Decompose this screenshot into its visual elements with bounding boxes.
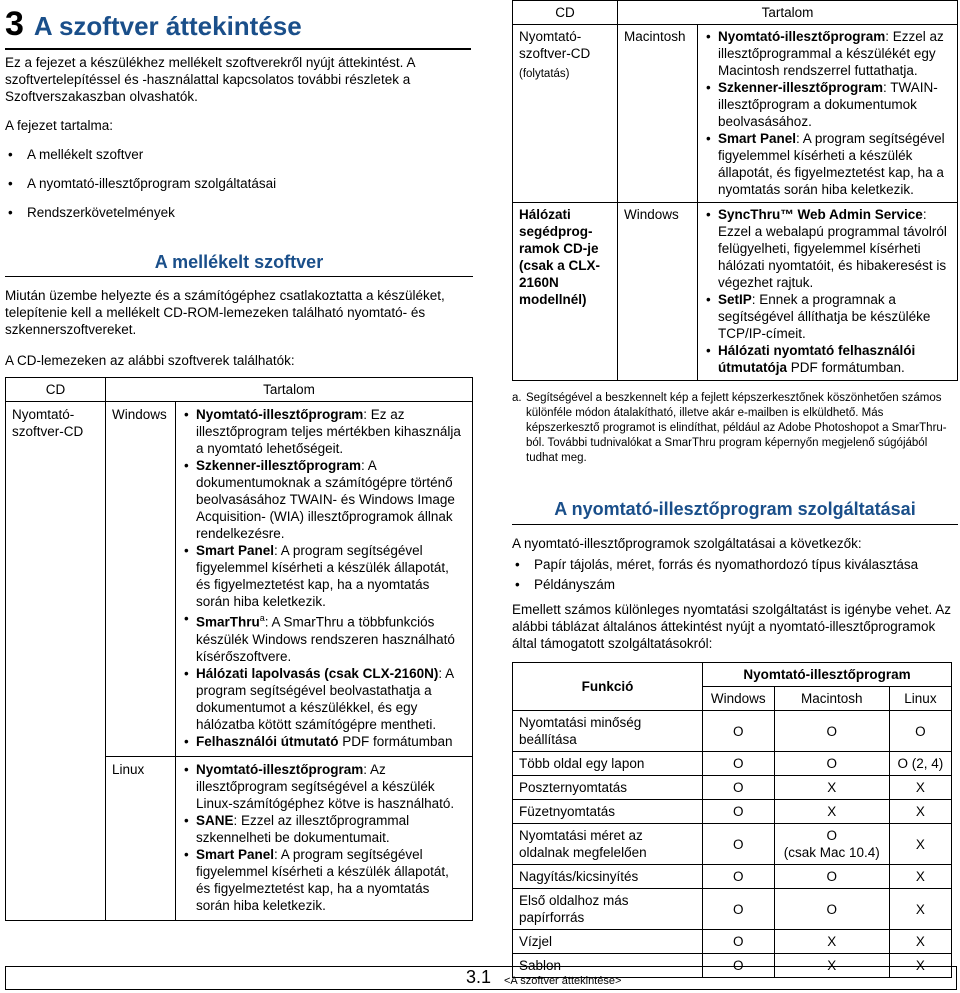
features-header-row [513, 663, 952, 687]
feature-row [513, 824, 952, 865]
bullet-item: • Papír tájolás, méret, forrás és nyomathordozó típus kiválasztása [512, 556, 958, 573]
footer-chapter: <A szoftver áttekintése> [504, 975, 622, 987]
content-item-text: : A dokumentumoknak a számítógépre történő beolvasásához TWAIN- és Windows Image Acquisition- (WIA) illesztőprogramok állnak rendelkezésre. [196, 458, 455, 541]
content-cell [176, 756, 473, 920]
content-item-name: SetIP [718, 292, 752, 307]
cd-name: Nyomtató- szoftver-CD [519, 29, 591, 61]
cd-continued-note: (folytatás) [519, 68, 570, 80]
windows-support: O [703, 776, 775, 800]
content-item-text: PDF formátumban [338, 733, 453, 749]
intro-paragraph: Ez a fejezet a készülékhez mellékelt szoftverekről nyújt áttekintést. A szoftvertelepítéssel és -használattal kapcsolatos további részletek a Szoftverszakaszban olvashatók. [5, 55, 415, 104]
macintosh-support: O [774, 752, 889, 776]
windows-support: O [703, 824, 775, 865]
content-item-name: Nyomtató-illesztőprogram [196, 761, 364, 777]
content-item-name: Smart Panel [196, 846, 275, 862]
content-item [704, 28, 951, 79]
content-item-name: SANE [196, 812, 234, 828]
feature-row [513, 752, 952, 776]
content-item-text: : A program segítségével figyelemmel kísérheti a készülék állapotát, és figyelmeztetést kap, ha a nyomtatás során hiba keletkezik. [196, 846, 449, 913]
macintosh-support: O [774, 865, 889, 889]
header-cd: CD [6, 378, 106, 402]
content-cell [698, 203, 958, 381]
content-list [182, 761, 466, 914]
content-item-text: : A program segítségével beolvastathatja a dokumentumot a készülékkel, és egy hálózatba kötött számítógépre mentheti. [196, 665, 454, 732]
chapter-title: A szoftver áttekintése [33, 11, 302, 41]
section-title: A mellékelt szoftver [154, 252, 324, 272]
content-item-text: : Ennek a programnak a segítségével állíthatja be készüléke TCP/IP-címeit. [718, 292, 931, 341]
content-list [182, 406, 466, 750]
cd-name: Hálózati segédprog-ramok CD-je (csak a CLX-2160N modellnél) [513, 203, 618, 381]
toc-heading: A fejezet tartalma: [5, 118, 114, 133]
content-item [182, 610, 466, 665]
content-item-text: : A program segítségével figyelemmel kísérheti a készülék állapotát, és figyelmeztetést kap, ha a nyomtatás során hiba keletkezik. [196, 543, 449, 609]
windows-support: O [703, 865, 775, 889]
linux-support: X [889, 824, 951, 865]
feature-name: Több oldal egy lapon [513, 752, 703, 776]
toc-item[interactable]: • A nyomtató-illesztőprogram szolgáltatásai [5, 175, 473, 192]
features-body [513, 711, 952, 978]
macintosh-support: O [774, 889, 889, 930]
content-item-text: : Ezzel az illesztőprogrammal a készülékét egy Macintosh rendszerrel futtathatja. [718, 29, 944, 78]
feature-bullets [512, 556, 958, 593]
feature-name: Nyomtatási méret az oldalnak megfelelően [513, 824, 703, 865]
feature-name: Nyomtatási minőség beállítása [513, 711, 703, 752]
feature-row [513, 800, 952, 824]
content-item [704, 291, 951, 342]
os-name: Windows [618, 203, 698, 381]
section-title: A nyomtató-illesztőprogram szolgáltatásai [554, 499, 916, 519]
content-item-name: Szkenner-illesztőprogram [718, 80, 884, 95]
content-item-name: SyncThru™ Web Admin Service [718, 207, 923, 222]
content-item [704, 79, 951, 130]
content-item [182, 761, 466, 812]
page-number: 3.1 [466, 967, 492, 987]
section-paragraph: A CD-lemezeken az alábbi szoftverek találhatók: [5, 353, 295, 368]
section-rule [5, 276, 473, 277]
content-item [182, 406, 466, 457]
software-table-continued [512, 0, 958, 381]
content-cell [698, 25, 958, 203]
header-cd: CD [513, 1, 618, 25]
macintosh-support: X [774, 954, 889, 978]
header-windows: Windows [703, 687, 775, 711]
footnote-mark: a. [512, 392, 522, 404]
linux-support: O [889, 711, 951, 752]
linux-support: O (2, 4) [889, 752, 951, 776]
linux-support: X [889, 800, 951, 824]
content-item-name: Nyomtató-illesztőprogram [718, 29, 886, 44]
feature-name: Nagyítás/kicsinyítés [513, 865, 703, 889]
content-item [704, 342, 951, 376]
content-item-name: Smart Panel [718, 131, 797, 146]
header-linux: Linux [889, 687, 951, 711]
content-item [182, 542, 466, 610]
windows-support: O [703, 752, 775, 776]
content-item [182, 665, 466, 733]
content-item [182, 457, 466, 542]
content-item [704, 206, 951, 291]
table-row [513, 25, 958, 203]
windows-support: O [703, 711, 775, 752]
header-macintosh: Macintosh [774, 687, 889, 711]
content-item-text: : Ezzel a webalapú programmal távolról felügyelheti, figyelemmel kísérheti hálózati nyomtatóit, és hibakeresést is végezhet rajtuk. [718, 207, 947, 290]
feature-row [513, 889, 952, 930]
header-content: Tartalom [106, 378, 473, 402]
feature-name: Első oldalhoz más papírforrás [513, 889, 703, 930]
feature-row [513, 711, 952, 752]
content-list [704, 28, 951, 198]
feature-name: Sablon [513, 954, 703, 978]
features-table [512, 662, 952, 978]
windows-support: O [703, 954, 775, 978]
content-item [182, 846, 466, 914]
macintosh-support: X [774, 800, 889, 824]
chapter-heading [5, 4, 473, 46]
linux-support: X [889, 930, 951, 954]
feature-row [513, 865, 952, 889]
content-list [704, 206, 951, 376]
section-paragraph: Miután üzembe helyezte és a számítógéphez csatlakoztatta a készüléket, telepítenie kell a mellékelt CD-ROM-lemezeken található nyomtató- és szkennerszoftvereket. [5, 288, 445, 337]
os-name: Windows [106, 402, 176, 757]
bullet-item: • Példányszám [512, 576, 958, 593]
software-table [5, 377, 473, 921]
linux-support: X [889, 865, 951, 889]
section-paragraph: Emellett számos különleges nyomtatási szolgáltatást is igénybe vehet. Az alábbi táblázat általános áttekintést nyújt a nyomtató-illesztőprogramok által támogatott szolgáltatásokról: [512, 602, 951, 651]
chapter-rule [5, 48, 471, 50]
feature-name: Poszternyomtatás [513, 776, 703, 800]
toc-item[interactable]: • A mellékelt szoftver [5, 146, 473, 163]
header-driver: Nyomtató-illesztőprogram [703, 663, 952, 687]
windows-support: O [703, 889, 775, 930]
feature-row [513, 776, 952, 800]
feature-name: Vízjel [513, 930, 703, 954]
chapter-number: 3 [5, 5, 24, 43]
header-content: Tartalom [618, 1, 958, 25]
content-item [704, 130, 951, 198]
content-item-name: Smart Panel [196, 543, 275, 558]
macintosh-support: O (csak Mac 10.4) [774, 824, 889, 865]
content-item-text: : Az illesztőprogram segítségével a készülék Linux-számítógéphez kötve is használható. [196, 761, 455, 811]
content-item-name: Szkenner-illesztőprogram [196, 458, 362, 473]
macintosh-support: X [774, 776, 889, 800]
content-item-text: : Ez az illesztőprogram teljes mértékben kihasználja a nyomtató lehetőségeit. [196, 407, 461, 456]
content-item [182, 812, 466, 846]
feature-name: Füzetnyomtatás [513, 800, 703, 824]
left-column [5, 0, 473, 921]
section-rule [512, 524, 958, 525]
windows-support: O [703, 800, 775, 824]
content-item-text: : A SmarThru a többfunkciós készülék Windows rendszeren használható kísérőszoftvere. [196, 614, 455, 664]
macintosh-support: O [774, 711, 889, 752]
content-item-text: PDF formátumban. [787, 360, 905, 375]
linux-support: X [889, 954, 951, 978]
linux-support: X [889, 889, 951, 930]
content-item-text: : TWAIN-illesztőprogram a dokumentumok beolvasásához. [718, 80, 938, 129]
page-footer [5, 966, 957, 990]
toc-item[interactable]: • Rendszerkövetelmények [5, 204, 473, 221]
table-row [513, 203, 958, 381]
footnote [512, 391, 958, 466]
content-cell [176, 402, 473, 757]
cd-name: Nyomtató- szoftver-CD [6, 402, 106, 921]
cd-name-cell [513, 25, 618, 203]
header-function: Funkció [513, 663, 703, 711]
table-header-row [513, 1, 958, 25]
windows-support: O [703, 930, 775, 954]
content-item-name: Hálózati lapolvasás (csak CLX-2160N) [196, 665, 439, 681]
footnote-text: Segítségével a beszkennelt kép a fejlett képszerkesztőnek köszönhetően számos különféle módon átalakítható, illetve akár e-mailben is elküldhető. Más képszerkesztő programot is elindíthat, például az Adobe Photoshopot a SmarThru-ból. További tudnivalókat a SmarThru program képernyőn megjelenő súgójából tudhat meg. [526, 392, 947, 464]
section-paragraph: A nyomtató-illesztőprogramok szolgáltatásai a következők: [512, 536, 862, 551]
content-item-name: Hálózati nyomtató felhasználói útmutatója [718, 343, 916, 375]
content-item-name: SmarThru [196, 614, 260, 630]
content-item-name: Felhasználói útmutató [196, 733, 339, 749]
footnote-ref: a [259, 613, 265, 623]
content-item-name: Nyomtató-illesztőprogram [196, 407, 364, 422]
os-name: Linux [106, 756, 176, 920]
right-column [512, 0, 958, 978]
macintosh-support: X [774, 930, 889, 954]
table-header-row [6, 378, 473, 402]
content-item-text: : Ezzel az illesztőprogrammal szkennelheti be dokumentumait. [196, 812, 410, 845]
table-row [6, 402, 473, 757]
linux-support: X [889, 776, 951, 800]
feature-row [513, 930, 952, 954]
content-item-text: : A program segítségével figyelemmel kísérheti a készülék állapotát, és figyelmeztetést kap, ha a nyomtatás során hiba keletkezik. [718, 131, 945, 197]
os-name: Macintosh [618, 25, 698, 203]
content-item [182, 733, 466, 750]
toc-list [5, 146, 473, 221]
